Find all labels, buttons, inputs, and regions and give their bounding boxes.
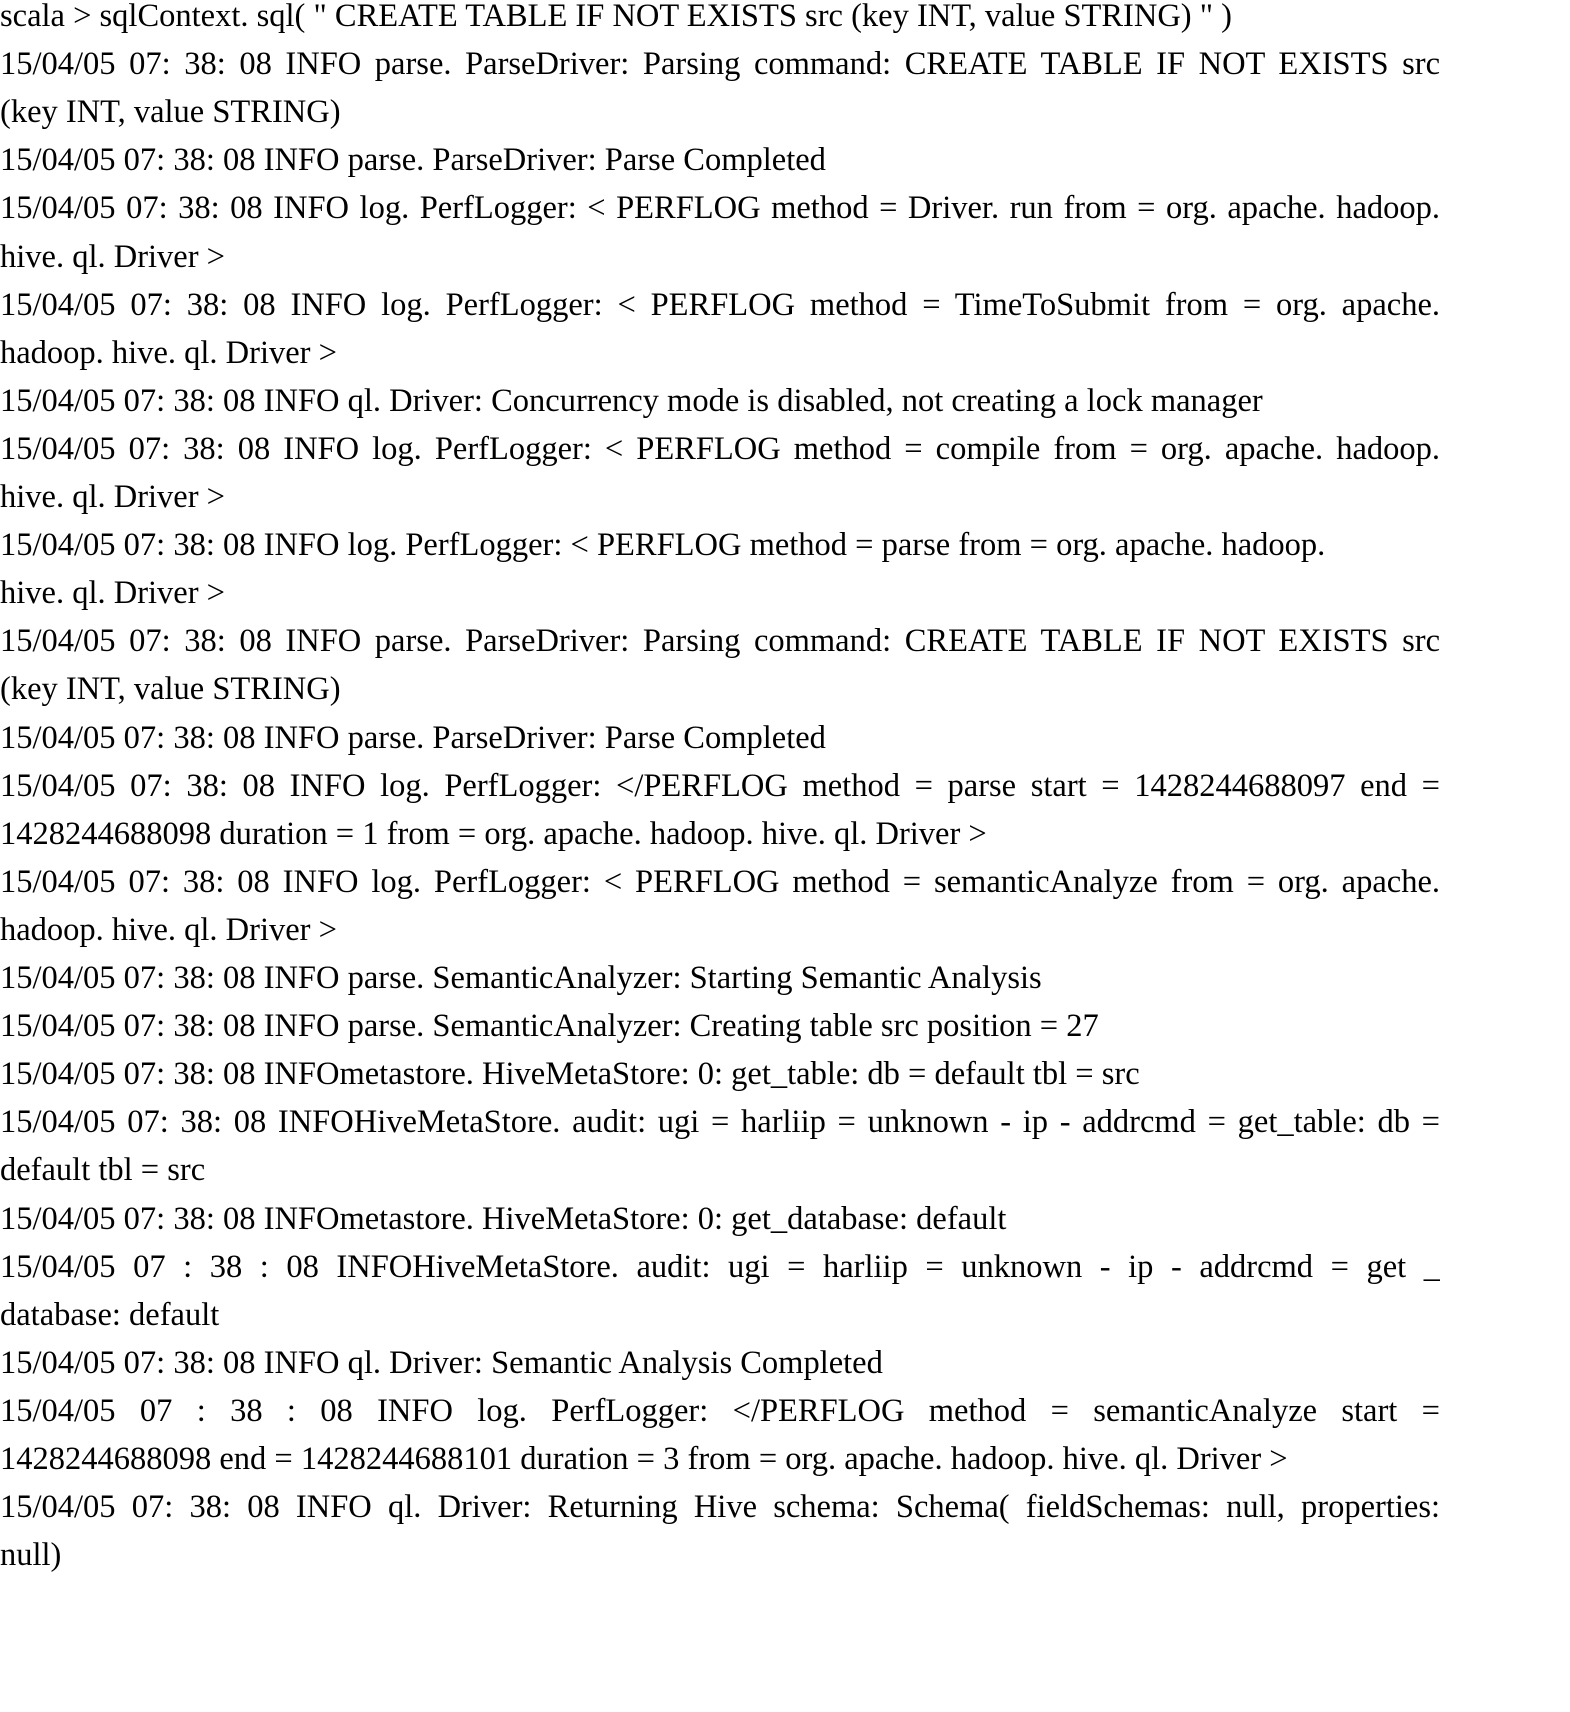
log-line: scala > sqlContext. sql( " CREATE TABLE IF NOT EXISTS src (key INT, value STRING) " ): [0, 0, 1232, 34]
log-line: hive. ql. Driver >: [0, 575, 226, 612]
log-line: 15/04/05 07 : 38 : 08 INFO log. PerfLogger: </PERFLOG method = semanticAnalyze start =: [0, 1392, 1440, 1429]
log-line: 15/04/05 07: 38: 08 INFO log. PerfLogger: < PERFLOG method = compile from = org. apache. hadoop.: [0, 430, 1440, 467]
log-line: (key INT, value STRING): [0, 94, 341, 131]
log-line: hive. ql. Driver >: [0, 238, 226, 275]
log-line: default tbl = src: [0, 1152, 206, 1189]
log-line: 1428244688098 duration = 1 from = org. apache. hadoop. hive. ql. Driver >: [0, 815, 987, 852]
log-line: hadoop. hive. ql. Driver >: [0, 911, 337, 948]
log-line: 15/04/05 07: 38: 08 INFO ql. Driver: Semantic Analysis Completed: [0, 1344, 883, 1381]
log-line: hadoop. hive. ql. Driver >: [0, 334, 337, 371]
log-line: 15/04/05 07: 38: 08 INFO parse. ParseDriver: Parsing command: CREATE TABLE IF NOT EXISTS src: [0, 46, 1440, 83]
log-line: 15/04/05 07: 38: 08 INFOHiveMetaStore. audit: ugi = harliip = unknown - ip - addrcmd = get_table: db =: [0, 1104, 1440, 1141]
log-line: 15/04/05 07: 38: 08 INFO parse. SemanticAnalyzer: Starting Semantic Analysis: [0, 960, 1042, 996]
log-line: 15/04/05 07 : 38 : 08 INFOHiveMetaStore. audit: ugi = harliip = unknown - ip - addrcmd = get _: [0, 1248, 1440, 1285]
log-line: hive. ql. Driver >: [0, 479, 226, 515]
log-line: 15/04/05 07: 38: 08 INFO log. PerfLogger: < PERFLOG method = TimeToSubmit from = org. apache.: [0, 286, 1440, 323]
log-line: 15/04/05 07: 38: 08 INFO parse. ParseDriver: Parse Completed: [0, 142, 826, 179]
log-line: 15/04/05 07: 38: 08 INFO log. PerfLogger: </PERFLOG method = parse start = 1428244688097 end =: [0, 767, 1440, 804]
log-line: 15/04/05 07: 38: 08 INFO log. PerfLogger: < PERFLOG method = Driver. run from = org. apache. hadoop.: [0, 190, 1440, 227]
log-line: 15/04/05 07: 38: 08 INFO parse. ParseDriver: Parsing command: CREATE TABLE IF NOT EXISTS src: [0, 623, 1440, 660]
log-line: 15/04/05 07: 38: 08 INFO parse. ParseDriver: Parse Completed: [0, 719, 826, 756]
log-line: 15/04/05 07: 38: 08 INFO parse. SemanticAnalyzer: Creating table src position = 27: [0, 1008, 1099, 1045]
log-line: 15/04/05 07: 38: 08 INFO log. PerfLogger: < PERFLOG method = parse from = org. apache. hadoop.: [0, 527, 1326, 564]
log-line: (key INT, value STRING): [0, 671, 341, 708]
log-line: 15/04/05 07: 38: 08 INFO log. PerfLogger: < PERFLOG method = semanticAnalyze from = org. apache.: [0, 863, 1440, 900]
log-line: 15/04/05 07: 38: 08 INFOmetastore. HiveMetaStore: 0: get_database: default: [0, 1200, 1007, 1237]
log-line: 1428244688098 end = 1428244688101 duration = 3 from = org. apache. hadoop. hive. ql. Driver >: [0, 1441, 1288, 1477]
log-line: 15/04/05 07: 38: 08 INFO ql. Driver: Concurrency mode is disabled, not creating a lock manager: [0, 382, 1263, 419]
log-line: 15/04/05 07: 38: 08 INFOmetastore. HiveMetaStore: 0: get_table: db = default tbl = src: [0, 1056, 1140, 1093]
log-line: 15/04/05 07: 38: 08 INFO ql. Driver: Returning Hive schema: Schema( fieldSchemas: null, properties:: [0, 1489, 1440, 1526]
log-line: null): [0, 1537, 62, 1574]
log-line: database: default: [0, 1296, 220, 1333]
